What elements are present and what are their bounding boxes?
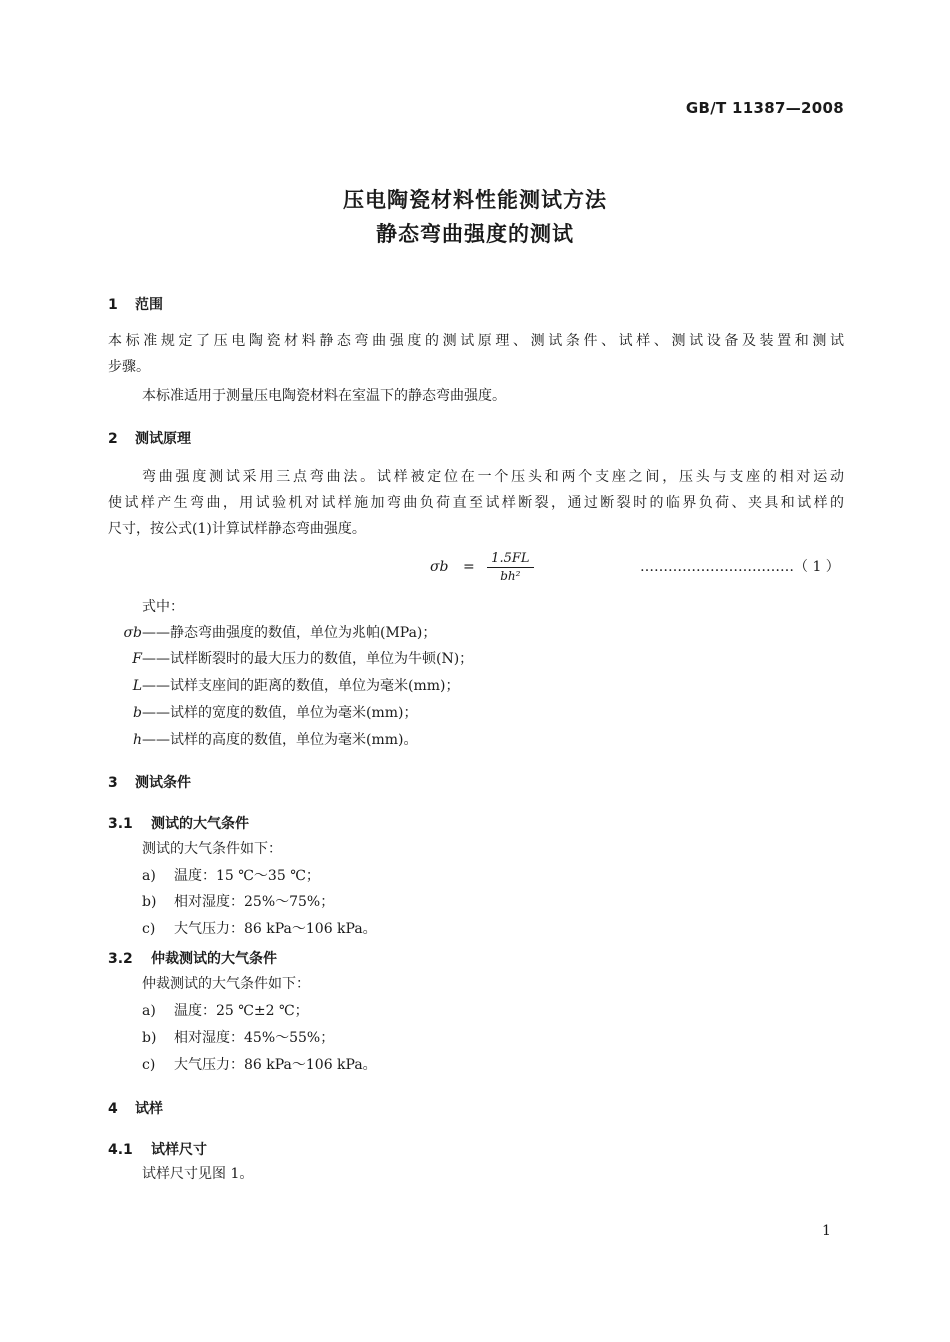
- variable-symbol: σb: [123, 625, 142, 641]
- formula-lhs: σb: [430, 559, 449, 575]
- variable-symbol: F: [132, 651, 142, 667]
- variable-description: ——试样的高度的数值，单位为毫米(mm)。: [142, 732, 418, 748]
- section-1-heading: [108, 294, 163, 314]
- variable-definition: [112, 727, 417, 753]
- list-item: [142, 1025, 334, 1051]
- standard-code: GB/T 11387—2008: [685, 99, 844, 117]
- formula-fraction: [487, 551, 533, 583]
- list-item: [142, 998, 309, 1024]
- variable-description: ——试样断裂时的最大压力的数值，单位为牛顿(N)；: [142, 651, 474, 667]
- formula-equals: =: [462, 559, 475, 575]
- formula-denominator: bh²: [500, 569, 521, 583]
- variable-definition: [112, 673, 459, 699]
- paragraph: 试样尺寸见图 1。: [142, 1166, 254, 1182]
- subsection-4-1-heading: [108, 1139, 207, 1159]
- list-item-text: 大气压力：86 kPa～106 kPa。: [174, 921, 377, 937]
- where-label: 式中：: [142, 599, 184, 615]
- document-title-line2: 静态弯曲强度的测试: [376, 222, 574, 246]
- paragraph-line: 使试样产生弯曲，用试验机对试样施加弯曲负荷直至试样断裂，通过断裂时的临界负荷、夹具和试样的: [108, 495, 844, 511]
- paragraph: 测试的大气条件如下：: [142, 841, 282, 857]
- section-number: 3: [108, 775, 118, 791]
- subsection-3-1-heading: [108, 813, 249, 833]
- variable-description: ——静态弯曲强度的数值，单位为兆帕(MPa)；: [142, 625, 437, 641]
- variable-description: ——试样的宽度的数值，单位为毫米(mm)；: [142, 705, 418, 721]
- subsection-title: 试样尺寸: [151, 1142, 207, 1158]
- formula-numerator: 1.5FL: [487, 551, 533, 568]
- list-item: [142, 863, 320, 889]
- list-item: [142, 916, 377, 942]
- list-item-text: 温度：15 ℃～35 ℃；: [174, 868, 320, 884]
- variable-symbol: h: [132, 732, 142, 748]
- subsection-3-2-heading: [108, 948, 277, 968]
- variable-definition: [112, 620, 436, 646]
- section-title: 试样: [135, 1101, 163, 1117]
- section-number: 1: [108, 297, 118, 313]
- variable-symbol: b: [133, 705, 142, 721]
- variable-definition: [112, 700, 417, 726]
- document-title-line1: 压电陶瓷材料性能测试方法: [343, 188, 607, 212]
- section-3-heading: [108, 772, 191, 792]
- variable-definition: [112, 646, 473, 672]
- section-4-heading: [108, 1098, 163, 1118]
- list-item-text: 相对湿度：25%～75%；: [174, 894, 335, 910]
- list-item: [142, 1052, 377, 1078]
- list-item: [142, 889, 334, 915]
- list-item-label: a): [142, 868, 156, 884]
- variable-symbol: L: [132, 678, 142, 694]
- equation-number: ……………………………（ 1 ）: [640, 559, 840, 575]
- paragraph: 本标准适用于测量压电陶瓷材料在室温下的静态弯曲强度。: [142, 388, 506, 404]
- section-number: 4: [108, 1101, 118, 1117]
- list-item-label: a): [142, 1003, 156, 1019]
- variable-description: ——试样支座间的距离的数值，单位为毫米(mm)；: [142, 678, 460, 694]
- subsection-title: 测试的大气条件: [151, 816, 249, 832]
- list-item-label: c): [142, 1057, 156, 1073]
- list-item-text: 温度：25 ℃±2 ℃；: [174, 1003, 309, 1019]
- formula-1: [430, 551, 534, 583]
- section-title: 测试原理: [135, 431, 191, 447]
- subsection-number: 4.1: [108, 1142, 133, 1158]
- subsection-number: 3.1: [108, 816, 133, 832]
- section-number: 2: [108, 431, 118, 447]
- paragraph: 仲裁测试的大气条件如下：: [142, 976, 310, 992]
- list-item-label: b): [142, 894, 157, 910]
- section-title: 范围: [135, 297, 163, 313]
- paragraph-line: 步骤。: [108, 359, 150, 375]
- list-item-text: 相对湿度：45%～55%；: [174, 1030, 335, 1046]
- paragraph-line: 尺寸，按公式(1)计算试样静态弯曲强度。: [108, 521, 366, 537]
- subsection-title: 仲裁测试的大气条件: [151, 951, 277, 967]
- subsection-number: 3.2: [108, 951, 133, 967]
- page-number: 1: [822, 1223, 831, 1239]
- list-item-text: 大气压力：86 kPa～106 kPa。: [174, 1057, 377, 1073]
- list-item-label: b): [142, 1030, 157, 1046]
- section-2-heading: [108, 428, 191, 448]
- section-title: 测试条件: [135, 775, 191, 791]
- list-item-label: c): [142, 921, 156, 937]
- paragraph-line: 本标准规定了压电陶瓷材料静态弯曲强度的测试原理、测试条件、试样、测试设备及装置和测试: [108, 333, 844, 349]
- paragraph-line: 弯曲强度测试采用三点弯曲法。试样被定位在一个压头和两个支座之间，压头与支座的相对运动: [142, 469, 844, 485]
